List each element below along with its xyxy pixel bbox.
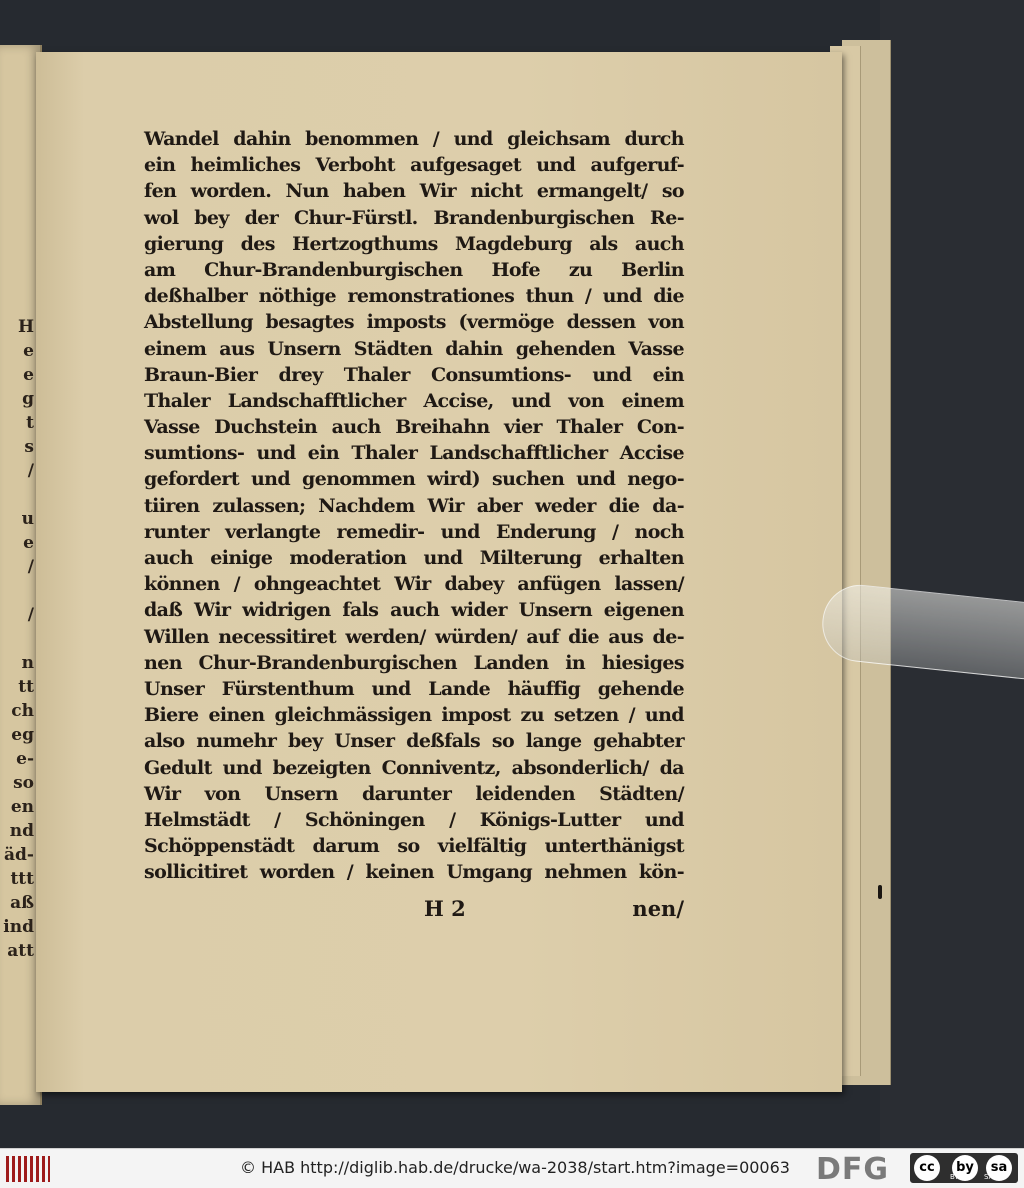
previous-page-fragment: g: [22, 389, 34, 409]
previous-page-fragment: ttt: [10, 869, 34, 889]
fold-mark: [878, 885, 882, 899]
previous-page-fragment: ch: [11, 701, 34, 721]
text-line: deßhalber nöthige remonstrationes thun / und die: [144, 285, 684, 308]
by-label: BY: [950, 1173, 959, 1181]
text-line: gefordert und genommen wird) suchen und nego-: [144, 468, 684, 491]
sa-label: SA: [984, 1173, 994, 1181]
text-line: Schöppenstädt darum so vielfältig unterthänigst: [144, 835, 684, 858]
previous-page-fragment: H: [17, 317, 34, 337]
previous-page-fragment: att: [7, 941, 34, 961]
catchword: nen/: [632, 896, 684, 921]
text-line: sollicitiret worden / keinen Umgang nehmen kön-: [144, 861, 684, 884]
text-line: Abstellung besagtes imposts (vermöge dessen von: [144, 311, 684, 334]
text-line: am Chur-Brandenburgischen Hofe zu Berlin: [144, 258, 684, 281]
text-line: runter verlangte remedir- und Enderung / noch: [144, 520, 684, 543]
text-line: Willen necessitiret werden/ würden/ auf die aus de-: [144, 625, 684, 648]
hab-logo-icon: [6, 1156, 50, 1182]
text-line: also numehr bey Unser deßfals so lange gehabter: [144, 730, 684, 753]
previous-page-fragment: [0, 483, 38, 507]
previous-page-fragment: äd-: [4, 845, 34, 865]
text-line: Helmstädt / Schöningen / Königs-Lutter und: [144, 808, 684, 831]
background-dark: [880, 0, 1024, 1148]
copyright-link[interactable]: © HAB http://diglib.hab.de/drucke/wa-2038/start.htm?image=00063: [240, 1158, 790, 1177]
text-line: wol bey der Chur-Fürstl. Brandenburgischen Re-: [144, 206, 684, 229]
text-line: fen worden. Nun haben Wir nicht ermangelt/ so: [144, 180, 684, 203]
text-line: können / ohngeachtet Wir dabey anfügen lassen/: [144, 573, 684, 596]
text-line: sumtions- und ein Thaler Landschafftlicher Accise: [144, 442, 684, 465]
cc-license-badge[interactable]: [910, 1153, 1018, 1183]
text-line: Wandel dahin benommen / und gleichsam durch: [144, 128, 684, 150]
previous-page-text: [0, 315, 38, 963]
text-line: Braun-Bier drey Thaler Consumtions- und ein: [144, 363, 684, 386]
text-line: ein heimliches Verboht aufgesaget und aufgeruf-: [144, 154, 684, 177]
previous-page-fragment: u: [21, 509, 34, 529]
signature-mark: H 2: [424, 896, 466, 921]
text-line: daß Wir widrigen fals auch wider Unsern eigenen: [144, 599, 684, 622]
previous-page-fragment: nd: [9, 821, 34, 841]
text-line: auch einige moderation und Milterung erhalten: [144, 547, 684, 569]
text-line: Thaler Landschafftlicher Accise, und von einem: [144, 389, 684, 412]
sa-icon: sa: [986, 1155, 1012, 1181]
text-line: einem aus Unsern Städten dahin gehenden Vasse: [144, 337, 684, 360]
cc-icon: cc: [914, 1155, 940, 1181]
text-line: Vasse Duchstein auch Breihahn vier Thaler Con-: [144, 416, 684, 439]
text-line: gierung des Hertzogthums Magdeburg als auch: [144, 232, 684, 255]
viewer-footer: [0, 1148, 1024, 1188]
previous-page-fragment: eg: [11, 725, 34, 745]
text-line: Gedult und bezeigten Conniventz, absonderlich/ da: [144, 756, 684, 779]
previous-page-fragment: s: [24, 437, 34, 457]
previous-page-fragment: aß: [10, 893, 34, 913]
page-footer: [144, 896, 684, 926]
previous-page-fragment: e: [23, 365, 34, 385]
text-line: tiiren zulassen; Nachdem Wir aber weder die da-: [144, 494, 684, 517]
previous-page-fragment: so: [13, 773, 34, 793]
previous-page-fragment: /: [27, 557, 34, 577]
by-icon: by: [952, 1155, 978, 1181]
previous-page-fragment: e: [23, 341, 34, 361]
page-text: [144, 126, 684, 885]
previous-page-fragment: /: [27, 461, 34, 481]
dfg-logo: DFG: [816, 1152, 890, 1187]
text-line: nen Chur-Brandenburgischen Landen in hiesiges: [144, 651, 684, 674]
previous-page-fragment: /: [27, 605, 34, 625]
previous-page-fragment: [0, 627, 38, 651]
previous-page-fragment: [0, 579, 38, 603]
previous-page-fragment: n: [21, 653, 34, 673]
previous-page-fragment: e: [23, 533, 34, 553]
previous-page-fragment: ind: [3, 917, 34, 937]
text-line: Unser Fürstenthum und Lande häuffig gehende: [144, 677, 684, 700]
previous-page-fragment: t: [26, 413, 34, 433]
previous-page-fragment: tt: [18, 677, 34, 697]
text-line: Biere einen gleichmässigen impost zu setzen / und: [144, 704, 684, 727]
text-line: Wir von Unsern darunter leidenden Städten/: [144, 782, 684, 805]
previous-page-fragment: en: [10, 797, 34, 817]
previous-page-fragment: e-: [16, 749, 34, 769]
